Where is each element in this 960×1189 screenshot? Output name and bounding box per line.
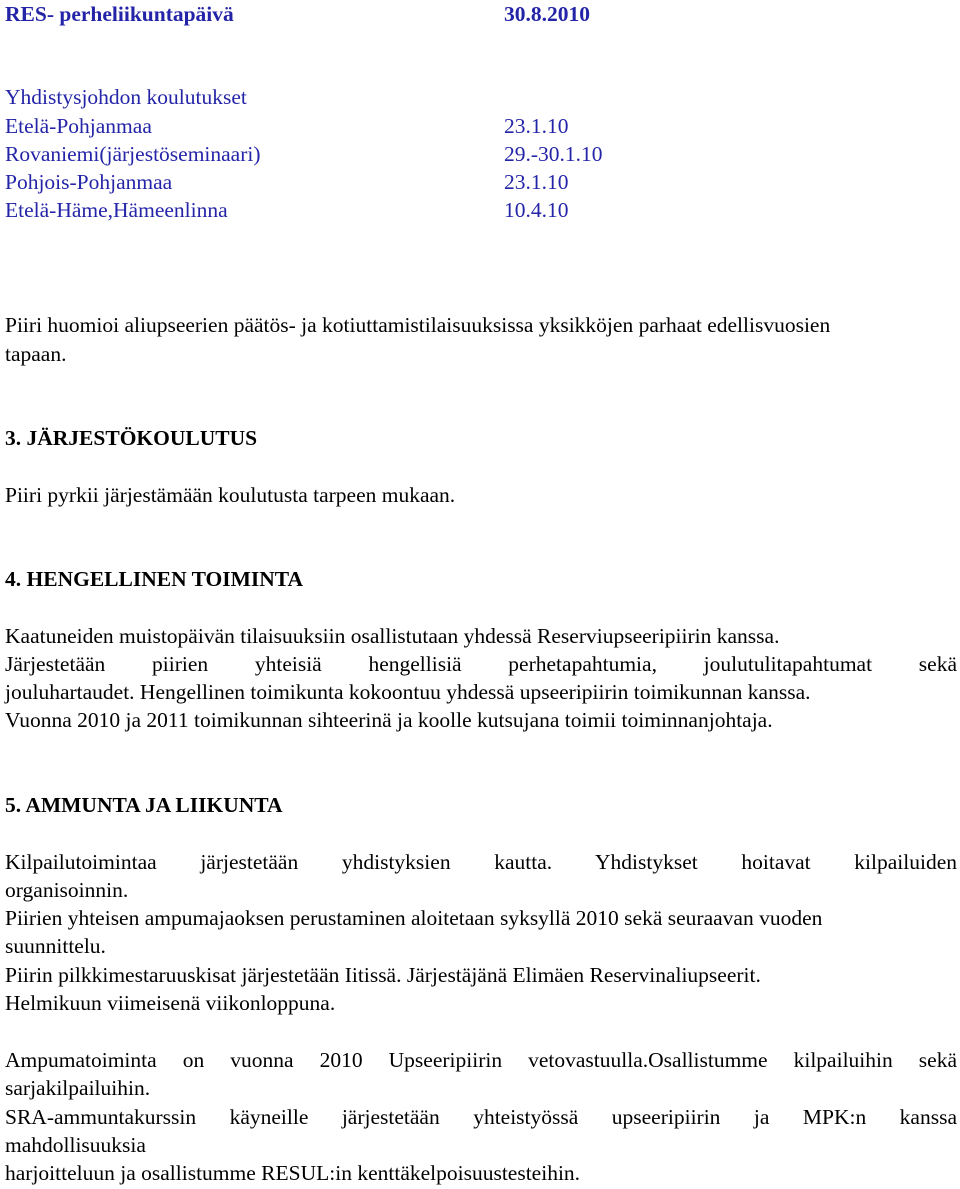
section-5-line: mahdollisuuksia bbox=[5, 1133, 146, 1157]
section-5-line: Piirien yhteisen ampumajaoksen perustaminen aloitetaan syksyllä 2010 sekä seuraavan vuoden bbox=[5, 906, 823, 930]
section-5-line: suunnittelu. bbox=[5, 934, 106, 958]
training-date: 23.1.10 bbox=[504, 114, 569, 138]
awards-paragraph-line-1: Piiri huomioi aliupseerien päätös- ja kotiuttamistilaisuuksissa yksikköjen parhaat edellisvuosien bbox=[5, 313, 831, 337]
section-5-line-justified bbox=[5, 848, 957, 876]
section-5-line-justified bbox=[5, 1103, 957, 1131]
section-4-line: Järjestetään piirien yhteisiä hengellisiä perhetapahtumia, joulutulitapahtumat sekä bbox=[5, 652, 957, 676]
section-4-line: jouluhartaudet. Hengellinen toimikunta kokoontuu yhdessä upseeripiirin toimikunnan kanssa. bbox=[5, 680, 811, 704]
training-place: Rovaniemi(järjestöseminaari) bbox=[5, 142, 261, 166]
section-5-line-justified bbox=[5, 1046, 957, 1074]
section-5-heading: 5. AMMUNTA JA LIIKUNTA bbox=[5, 793, 283, 817]
awards-paragraph-line-2: tapaan. bbox=[5, 342, 67, 366]
section-4-heading: 4. HENGELLINEN TOIMINTA bbox=[5, 567, 304, 591]
section-5-line: Helmikuun viimeisenä viikonloppuna. bbox=[5, 991, 336, 1015]
section-4-line-justified bbox=[5, 650, 957, 678]
training-date: 23.1.10 bbox=[504, 170, 569, 194]
section-5-line: organisoinnin. bbox=[5, 878, 129, 902]
section-5-line: SRA-ammuntakurssin käyneille järjestetään yhteistyössä upseeripiirin ja MPK:n kanssa bbox=[5, 1105, 957, 1129]
section-4-line: Kaatuneiden muistopäivän tilaisuuksiin osallistutaan yhdessä Reserviupseeripiirin kanssa. bbox=[5, 624, 780, 648]
training-heading: Yhdistysjohdon koulutukset bbox=[5, 85, 247, 109]
section-5-line: sarjakilpailuihin. bbox=[5, 1076, 151, 1100]
section-4-line: Vuonna 2010 ja 2011 toimikunnan sihteerinä ja koolle kutsujana toimii toiminnanjohtaja. bbox=[5, 708, 773, 732]
training-place: Etelä-Häme,Hämeenlinna bbox=[5, 198, 228, 222]
section-5-line: harjoitteluun ja osallistumme RESUL:in kenttäkelpoisuustesteihin. bbox=[5, 1161, 581, 1185]
section-3-heading: 3. JÄRJESTÖKOULUTUS bbox=[5, 426, 258, 450]
training-date: 29.-30.1.10 bbox=[504, 142, 603, 166]
event-date: 30.8.2010 bbox=[504, 2, 590, 26]
training-date: 10.4.10 bbox=[504, 198, 569, 222]
training-place: Etelä-Pohjanmaa bbox=[5, 114, 152, 138]
training-place: Pohjois-Pohjanmaa bbox=[5, 170, 173, 194]
section-3-text: Piiri pyrkii järjestämään koulutusta tarpeen mukaan. bbox=[5, 483, 456, 507]
section-5-line: Piirin pilkkimestaruuskisat järjestetään Iitissä. Järjestäjänä Elimäen Reservinaliupseerit. bbox=[5, 963, 761, 987]
section-5-line: Kilpailutoimintaa järjestetään yhdistyksien kautta. Yhdistykset hoitavat kilpailuiden bbox=[5, 850, 957, 874]
section-5-line: Ampumatoiminta on vuonna 2010 Upseeripiirin vetovastuulla.Osallistumme kilpailuihin sekä bbox=[5, 1048, 957, 1072]
event-title: RES- perheliikuntapäivä bbox=[5, 2, 234, 26]
